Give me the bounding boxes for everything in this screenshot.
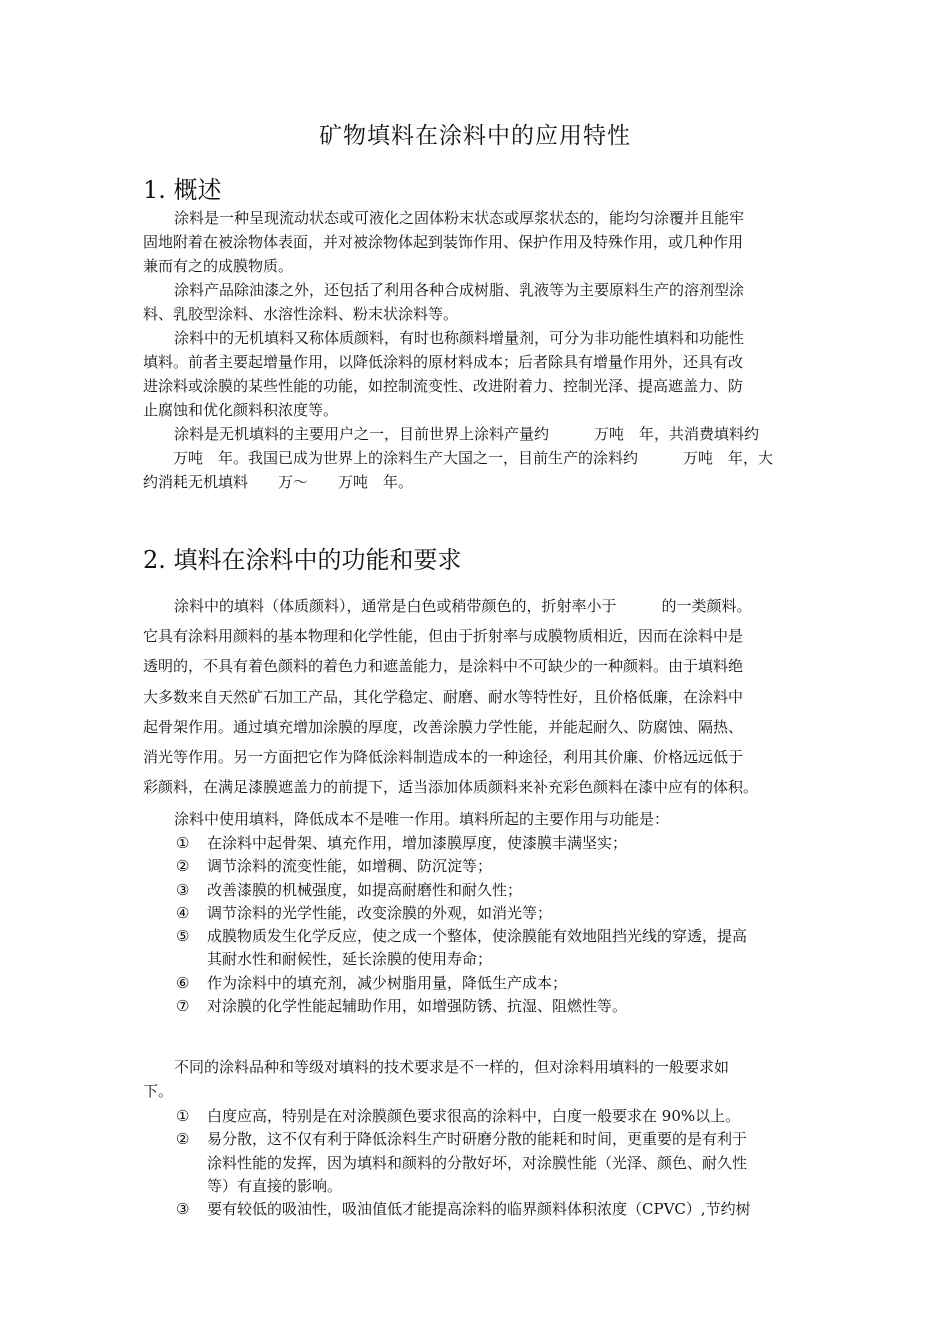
list-item bbox=[176, 972, 808, 995]
list-item bbox=[176, 855, 808, 878]
list-number: ④ bbox=[176, 903, 190, 922]
functions-list bbox=[176, 832, 808, 1018]
requirements-intro bbox=[143, 1055, 808, 1103]
text-line: 涂料中的填料（体质颜料），通常是白色或稍带颜色的，折射率小于 的一类颜料。 bbox=[174, 597, 752, 615]
text-line: 涂料中使用填料，降低成本不是唯一作用。填料所起的主要作用与功能是： bbox=[174, 810, 670, 828]
list-number: ⑤ bbox=[176, 927, 190, 946]
requirements-list bbox=[176, 1105, 808, 1221]
text-line: 料、乳胶型涂料、水溶性涂料、粉末状涂料等。 bbox=[143, 305, 459, 323]
text-line: 下。 bbox=[143, 1082, 174, 1100]
list-item bbox=[176, 902, 808, 925]
list-text: 改善漆膜的机械强度，如提高耐磨性和耐久性； bbox=[207, 880, 523, 899]
list-text: 成膜物质发生化学反应，使之成一个整体，使涂膜能有效地阻挡光线的穿透，提高 bbox=[207, 927, 748, 946]
text-line: 涂料是一种呈现流动状态或可液化之固体粉末状态或厚浆状态的，能均匀涂覆并且能牢 bbox=[174, 209, 745, 227]
text-line: 消光等作用。另一方面把它作为降低涂料制造成本的一种途径，利用其价廉、价格远远低于 bbox=[143, 747, 744, 766]
text-line: 涂料是无机填料的主要用户之一，目前世界上涂料产量约 万吨 年，共消费填料约 bbox=[174, 425, 760, 443]
list-text: 涂料性能的发挥，因为填料和颜料的分散好坏，对涂膜性能（光泽、颜色、耐久性 bbox=[207, 1153, 748, 1172]
text-line: 起骨架作用。通过填充增加涂膜的厚度，改善涂膜力学性能，并能起耐久、防腐蚀、隔热、 bbox=[143, 717, 744, 736]
list-number: ⑥ bbox=[176, 973, 190, 992]
list-text: 作为涂料中的填充剂，减少树脂用量，降低生产成本； bbox=[207, 973, 568, 992]
text-line: 进涂料或涂膜的某些性能的功能，如控制流变性、改进附着力、控制光泽、提高遮盖力、防 bbox=[143, 377, 744, 395]
list-item bbox=[176, 879, 808, 902]
list-text: 在涂料中起骨架、填充作用，增加漆膜厚度，使漆膜丰满坚实； bbox=[207, 834, 628, 852]
text-line: 不同的涂料品种和等级对填料的技术要求是不一样的，但对涂料用填料的一般要求如 bbox=[174, 1058, 730, 1076]
functions-intro bbox=[143, 807, 808, 831]
text-line: 涂料产品除油漆之外，还包括了利用各种合成树脂、乳液等为主要原料生产的溶剂型涂 bbox=[174, 281, 745, 299]
text-line: 止腐蚀和优化颜料积浓度等。 bbox=[143, 401, 339, 419]
document-title: 矿物填料在涂料中的应用特性 bbox=[319, 123, 631, 149]
list-text: 白度应高，特别是在对涂膜颜色要求很高的涂料中，白度一般要求在 90%以上。 bbox=[207, 1107, 741, 1125]
list-text: 要有较低的吸油性，吸油值低才能提高涂料的临界颜料体积浓度（CPVC）,节约树 bbox=[207, 1200, 751, 1219]
section-heading-overview: 1. 概述 bbox=[143, 176, 222, 204]
text-line: 大多数来自天然矿石加工产品，其化学稳定、耐磨、耐水等特性好，且价格低廉，在涂料中 bbox=[143, 687, 744, 706]
list-item bbox=[176, 1198, 808, 1221]
overview-paragraphs bbox=[143, 206, 808, 494]
list-item bbox=[176, 832, 808, 855]
list-number: ① bbox=[176, 1107, 190, 1125]
text-line: 它具有涂料用颜料的基本物理和化学性能，但由于折射率与成膜物质相近，因而在涂料中是 bbox=[143, 627, 744, 646]
list-text: 对涂膜的化学性能起辅助作用，如增强防锈、抗湿、阻燃性等。 bbox=[207, 997, 628, 1016]
text-line: 透明的，不具有着色颜料的着色力和遮盖能力，是涂料中不可缺少的一种颜料。由于填料绝 bbox=[143, 657, 744, 676]
list-item bbox=[176, 1105, 808, 1128]
list-text: 等）有直接的影响。 bbox=[207, 1176, 343, 1195]
text-line: 彩颜料，在满足漆膜遮盖力的前提下，适当添加体质颜料来补充彩色颜料在漆中应有的体积。 bbox=[143, 778, 759, 797]
text-line: 兼而有之的成膜物质。 bbox=[143, 257, 294, 275]
text-line: 填料。前者主要起增量作用，以降低涂料的原材料成本；后者除具有增量作用外，还具有改 bbox=[143, 353, 744, 371]
list-number: ⑦ bbox=[176, 997, 190, 1016]
list-number: ③ bbox=[176, 1200, 190, 1219]
section-heading-functions: 2. 填料在涂料中的功能和要求 bbox=[143, 546, 462, 574]
list-item bbox=[176, 925, 808, 972]
text-line: 固地附着在被涂物体表面，并对被涂物体起到装饰作用、保护作用及特殊作用，或几种作用 bbox=[143, 233, 744, 251]
list-item bbox=[176, 1128, 808, 1198]
list-text: 其耐水性和耐候性，延长涂膜的使用寿命； bbox=[207, 950, 493, 969]
list-number: ② bbox=[176, 1130, 190, 1149]
text-line: 万吨 年。我国已成为世界上的涂料生产大国之一，目前生产的涂料约 万吨 年，大 bbox=[143, 449, 774, 467]
text-line: 涂料中的无机填料又称体质颜料，有时也称颜料增量剂，可分为非功能性填料和功能性 bbox=[174, 329, 745, 347]
list-text: 调节涂料的光学性能，改变涂膜的外观，如消光等； bbox=[207, 903, 553, 922]
text-line: 约消耗无机填料 万～ 万吨 年。 bbox=[143, 473, 414, 491]
list-text: 调节涂料的流变性能，如增稠、防沉淀等； bbox=[207, 857, 493, 876]
list-item bbox=[176, 995, 808, 1018]
functions-paragraph bbox=[143, 591, 808, 802]
list-number: ③ bbox=[176, 880, 190, 899]
list-text: 易分散，这不仅有利于降低涂料生产时研磨分散的能耗和时间，更重要的是有利于 bbox=[207, 1130, 748, 1149]
list-number: ② bbox=[176, 857, 190, 876]
list-number: ① bbox=[176, 834, 190, 852]
